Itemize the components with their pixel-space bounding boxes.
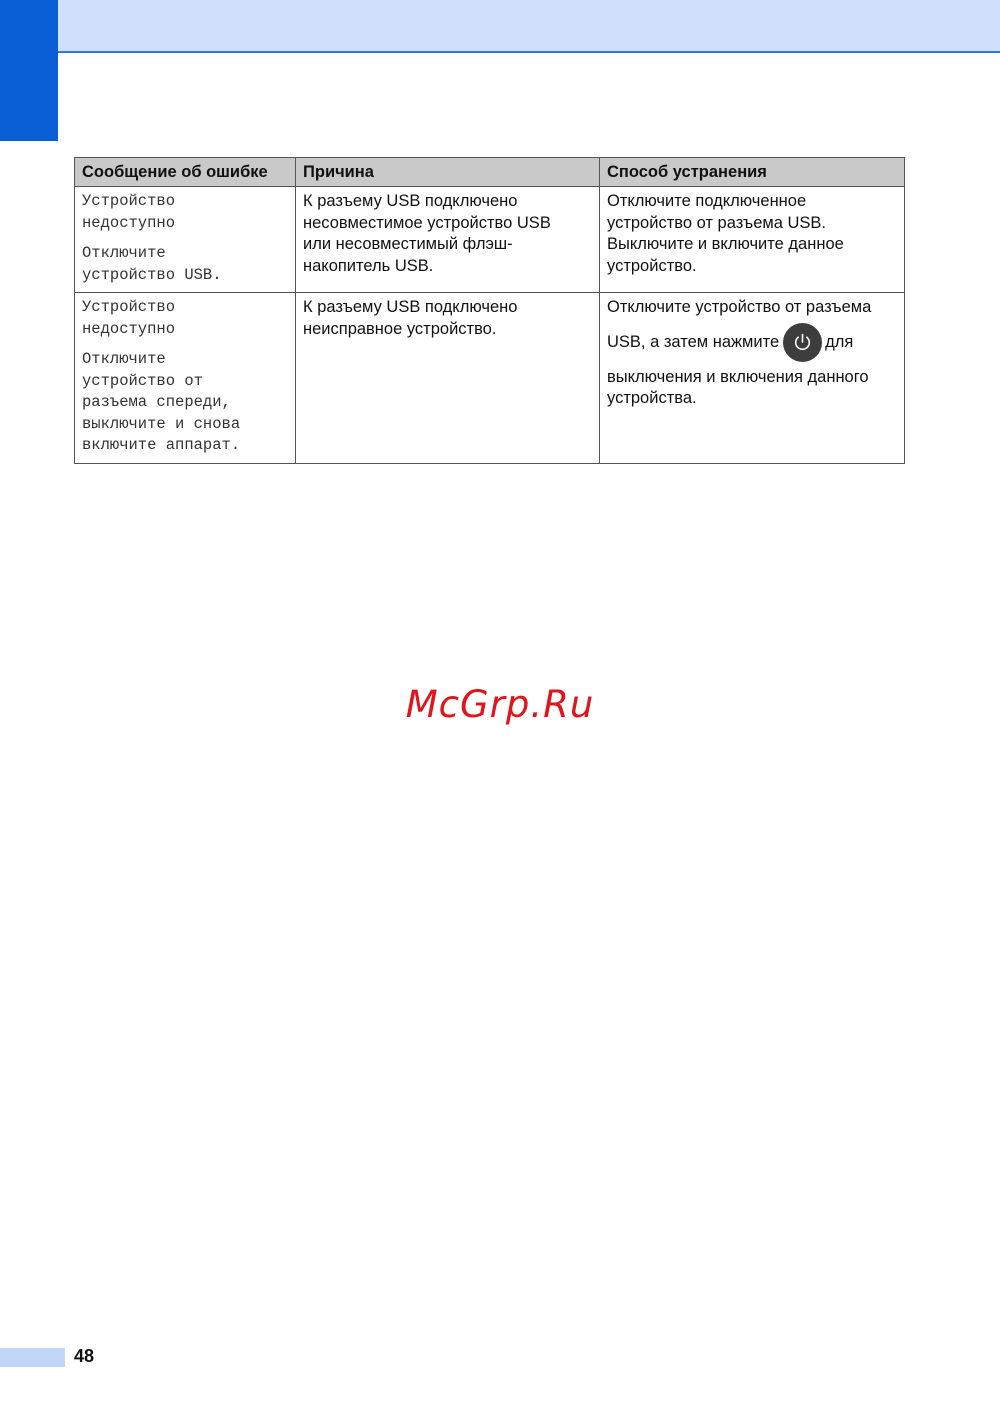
- solution-line: устройство от разъема USB.: [607, 213, 827, 232]
- solution-line: устройство.: [607, 256, 697, 275]
- error-message-title: Устройство недоступно: [82, 298, 176, 338]
- header-solution: Способ устранения: [600, 158, 905, 187]
- solution-line: Выключите и включите данное: [607, 235, 844, 253]
- cause-line: накопитель USB.: [303, 256, 434, 275]
- solution-line: выключения и включения данного: [607, 367, 869, 386]
- error-message-title: Устройство недоступно: [82, 192, 176, 232]
- power-icon: [783, 323, 822, 362]
- solution-text: USB, а затем нажмите: [607, 332, 780, 351]
- cause-cell: [296, 187, 600, 293]
- solution-button-line: [607, 321, 897, 365]
- cause-line: К разъему USB подключено: [303, 298, 518, 316]
- error-message-cell: [75, 293, 296, 464]
- solution-cell: [600, 293, 905, 464]
- header-band: [58, 0, 1000, 53]
- footer-band: [0, 1348, 65, 1367]
- error-message-detail: Отключите устройство USB.: [82, 244, 222, 284]
- watermark: McGrp.Ru: [405, 683, 595, 726]
- cause-line: несовместимое устройство USB: [303, 213, 551, 232]
- error-message-detail: Отключите устройство от разъема спереди, выключите и снова включите аппарат.: [82, 350, 241, 454]
- table-row: [75, 293, 905, 464]
- table-row: [75, 187, 905, 293]
- header-error-message: Сообщение об ошибке: [75, 158, 296, 187]
- chapter-side-tab: [0, 0, 58, 141]
- solution-line: Отключите устройство от разъема: [607, 298, 872, 316]
- solution-line: устройства.: [607, 389, 697, 407]
- cause-cell: [296, 293, 600, 464]
- solution-line: Отключите подключенное: [607, 192, 807, 210]
- solution-cell: [600, 187, 905, 293]
- page-number: 48: [74, 1346, 95, 1366]
- error-message-cell: [75, 187, 296, 293]
- cause-line: неисправное устройство.: [303, 319, 497, 338]
- cause-line: или несовместимый флэш-: [303, 235, 513, 253]
- table-header-row: [75, 158, 905, 187]
- error-table: [74, 157, 905, 464]
- solution-text: для: [825, 332, 854, 351]
- header-cause: Причина: [296, 158, 600, 187]
- cause-line: К разъему USB подключено: [303, 192, 518, 210]
